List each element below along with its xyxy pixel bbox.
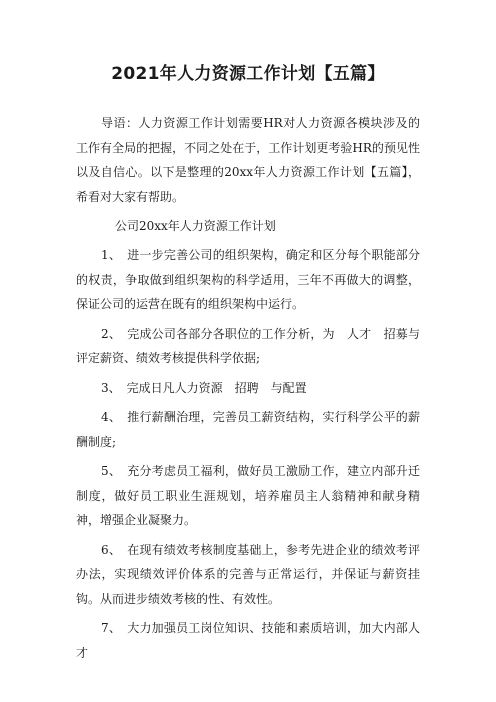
list-item: 3、 完成日凡人力资源 招聘 与配置 — [101, 380, 307, 395]
intro-paragraph: 导语：人力资源工作计划需要HR对人力资源各模块涉及的工作有全局的把握，不同之处在于，工作计划更考验HR的预见性以及自信心。以下是整理的20xx年人力资源工作计划【五篇】，希看对大家有帮助。 — [76, 116, 420, 204]
list-item: 4、 推行薪酬治理，完善员工薪资结构，实行科学公平的薪酬制度; — [76, 410, 420, 449]
document-title: 2021年人力资源工作计划【五篇】 — [111, 64, 385, 84]
list-item: 2、 完成公司各部分各职位的工作分析，为 人才 招募与评定薪资、绩效考核提供科学依据; — [76, 326, 420, 365]
list-item: 1、 进一步完善公司的组织架构，确定和区分每个职能部分的权责，争取做到组织架构的科学适用，三年不再做大的调整，保证公司的运营在既有的组织架构中运行。 — [76, 248, 420, 311]
section-subheading: 公司20xx年人力资源工作计划 — [115, 219, 276, 233]
list-item: 6、 在现有绩效考核制度基础上，参考先进企业的绩效考评办法，实现绩效评价体系的完善与正常运行，并保证与薪资挂钩。从而进步绩效考核的性、有效性。 — [76, 542, 420, 606]
list-item: 7、 大力加强员工岗位知识、技能和素质培训，加大内部人才 — [76, 621, 420, 660]
list-item: 5、 充分考虑员工福利，做好员工激励工作，建立内部升迁制度，做好员工职业生涯规划，培养雇员主人翁精神和献身精神，增强企业凝聚力。 — [76, 464, 420, 527]
